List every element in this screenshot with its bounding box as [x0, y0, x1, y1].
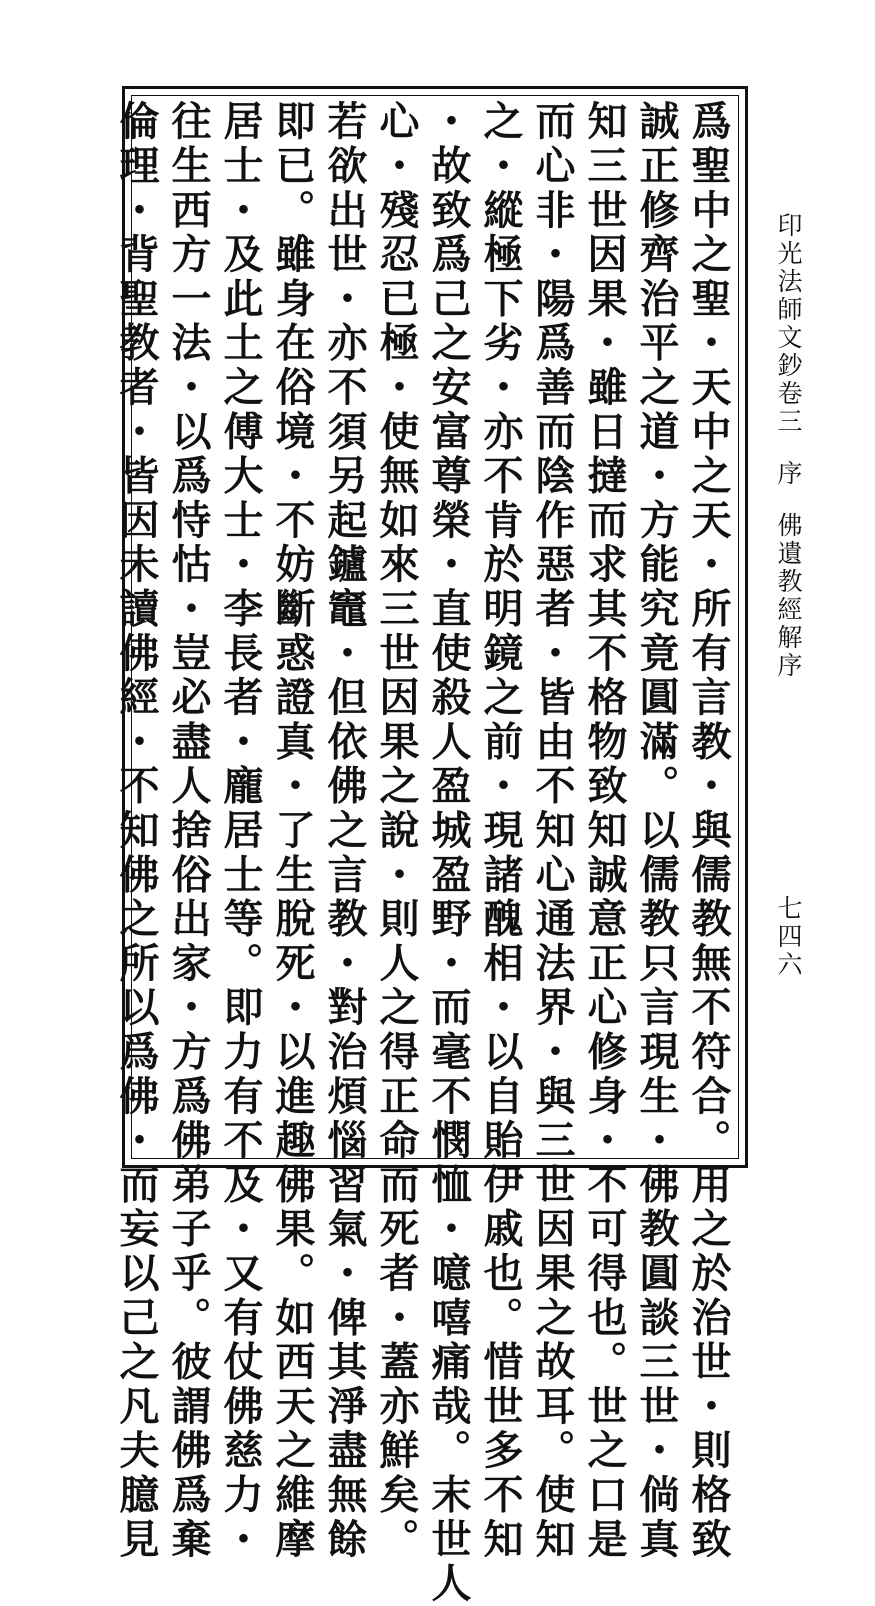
text-column: 而心非・陽爲善而陰作惡者・皆由不知心通法界・與三世因果之故耳。使知: [529, 100, 576, 1562]
text-column: 知三世因果・雖日撻而求其不格物致知誠意正心修身・不可得也。世之口是: [581, 100, 628, 1562]
text-column: 心・殘忍已極・使無如來三世因果之說・則人之得正命而死者・蓋亦鮮矣。: [373, 100, 420, 1562]
text-column: 爲聖中之聖・天中之天・所有言教・與儒教無不符合。用之於治世・則格致: [685, 100, 732, 1562]
text-column: 若欲出世・亦不須另起鑪竈・但依佛之言教・對治煩惱習氣・俾其淨盡無餘: [321, 100, 368, 1562]
section-label: 序: [774, 460, 803, 488]
text-column: 倫理・背聖教者・皆因未讀佛經・不知佛之所以爲佛・而妄以己之凡夫臆見: [113, 100, 160, 1562]
running-header: [770, 212, 806, 680]
page-number: 七四六: [774, 895, 803, 979]
text-column: 即已。雖身在俗境・不妨斷惑證真・了生脫死・以進趣佛果。如西天之維摩: [269, 100, 316, 1562]
chapter-title: 佛遺教經解序: [774, 512, 803, 680]
text-column: 之・縱極下劣・亦不肯於明鏡之前・現諸醜相・以自貽伊戚也。惜世多不知: [477, 100, 524, 1562]
text-column: 往生西方一法・以爲恃怙・豈必盡人捨俗出家・方爲佛弟子乎。彼謂佛爲棄: [165, 100, 212, 1562]
text-body: [113, 100, 734, 1606]
text-column: 誠正修齊治平之道・方能究竟圓滿。以儒教只言現生・佛教圓談三世・倘真: [633, 100, 680, 1562]
text-column: ・故致爲己之安富尊榮・直使殺人盈城盈野・而毫不憫恤・噫嘻痛哉。末世人: [425, 100, 472, 1606]
text-column: 居士・及此土之傅大士・李長者・龐居士等。即力有不及・又有仗佛慈力・: [217, 100, 264, 1562]
book-title: 印光法師文鈔卷三: [774, 212, 803, 436]
